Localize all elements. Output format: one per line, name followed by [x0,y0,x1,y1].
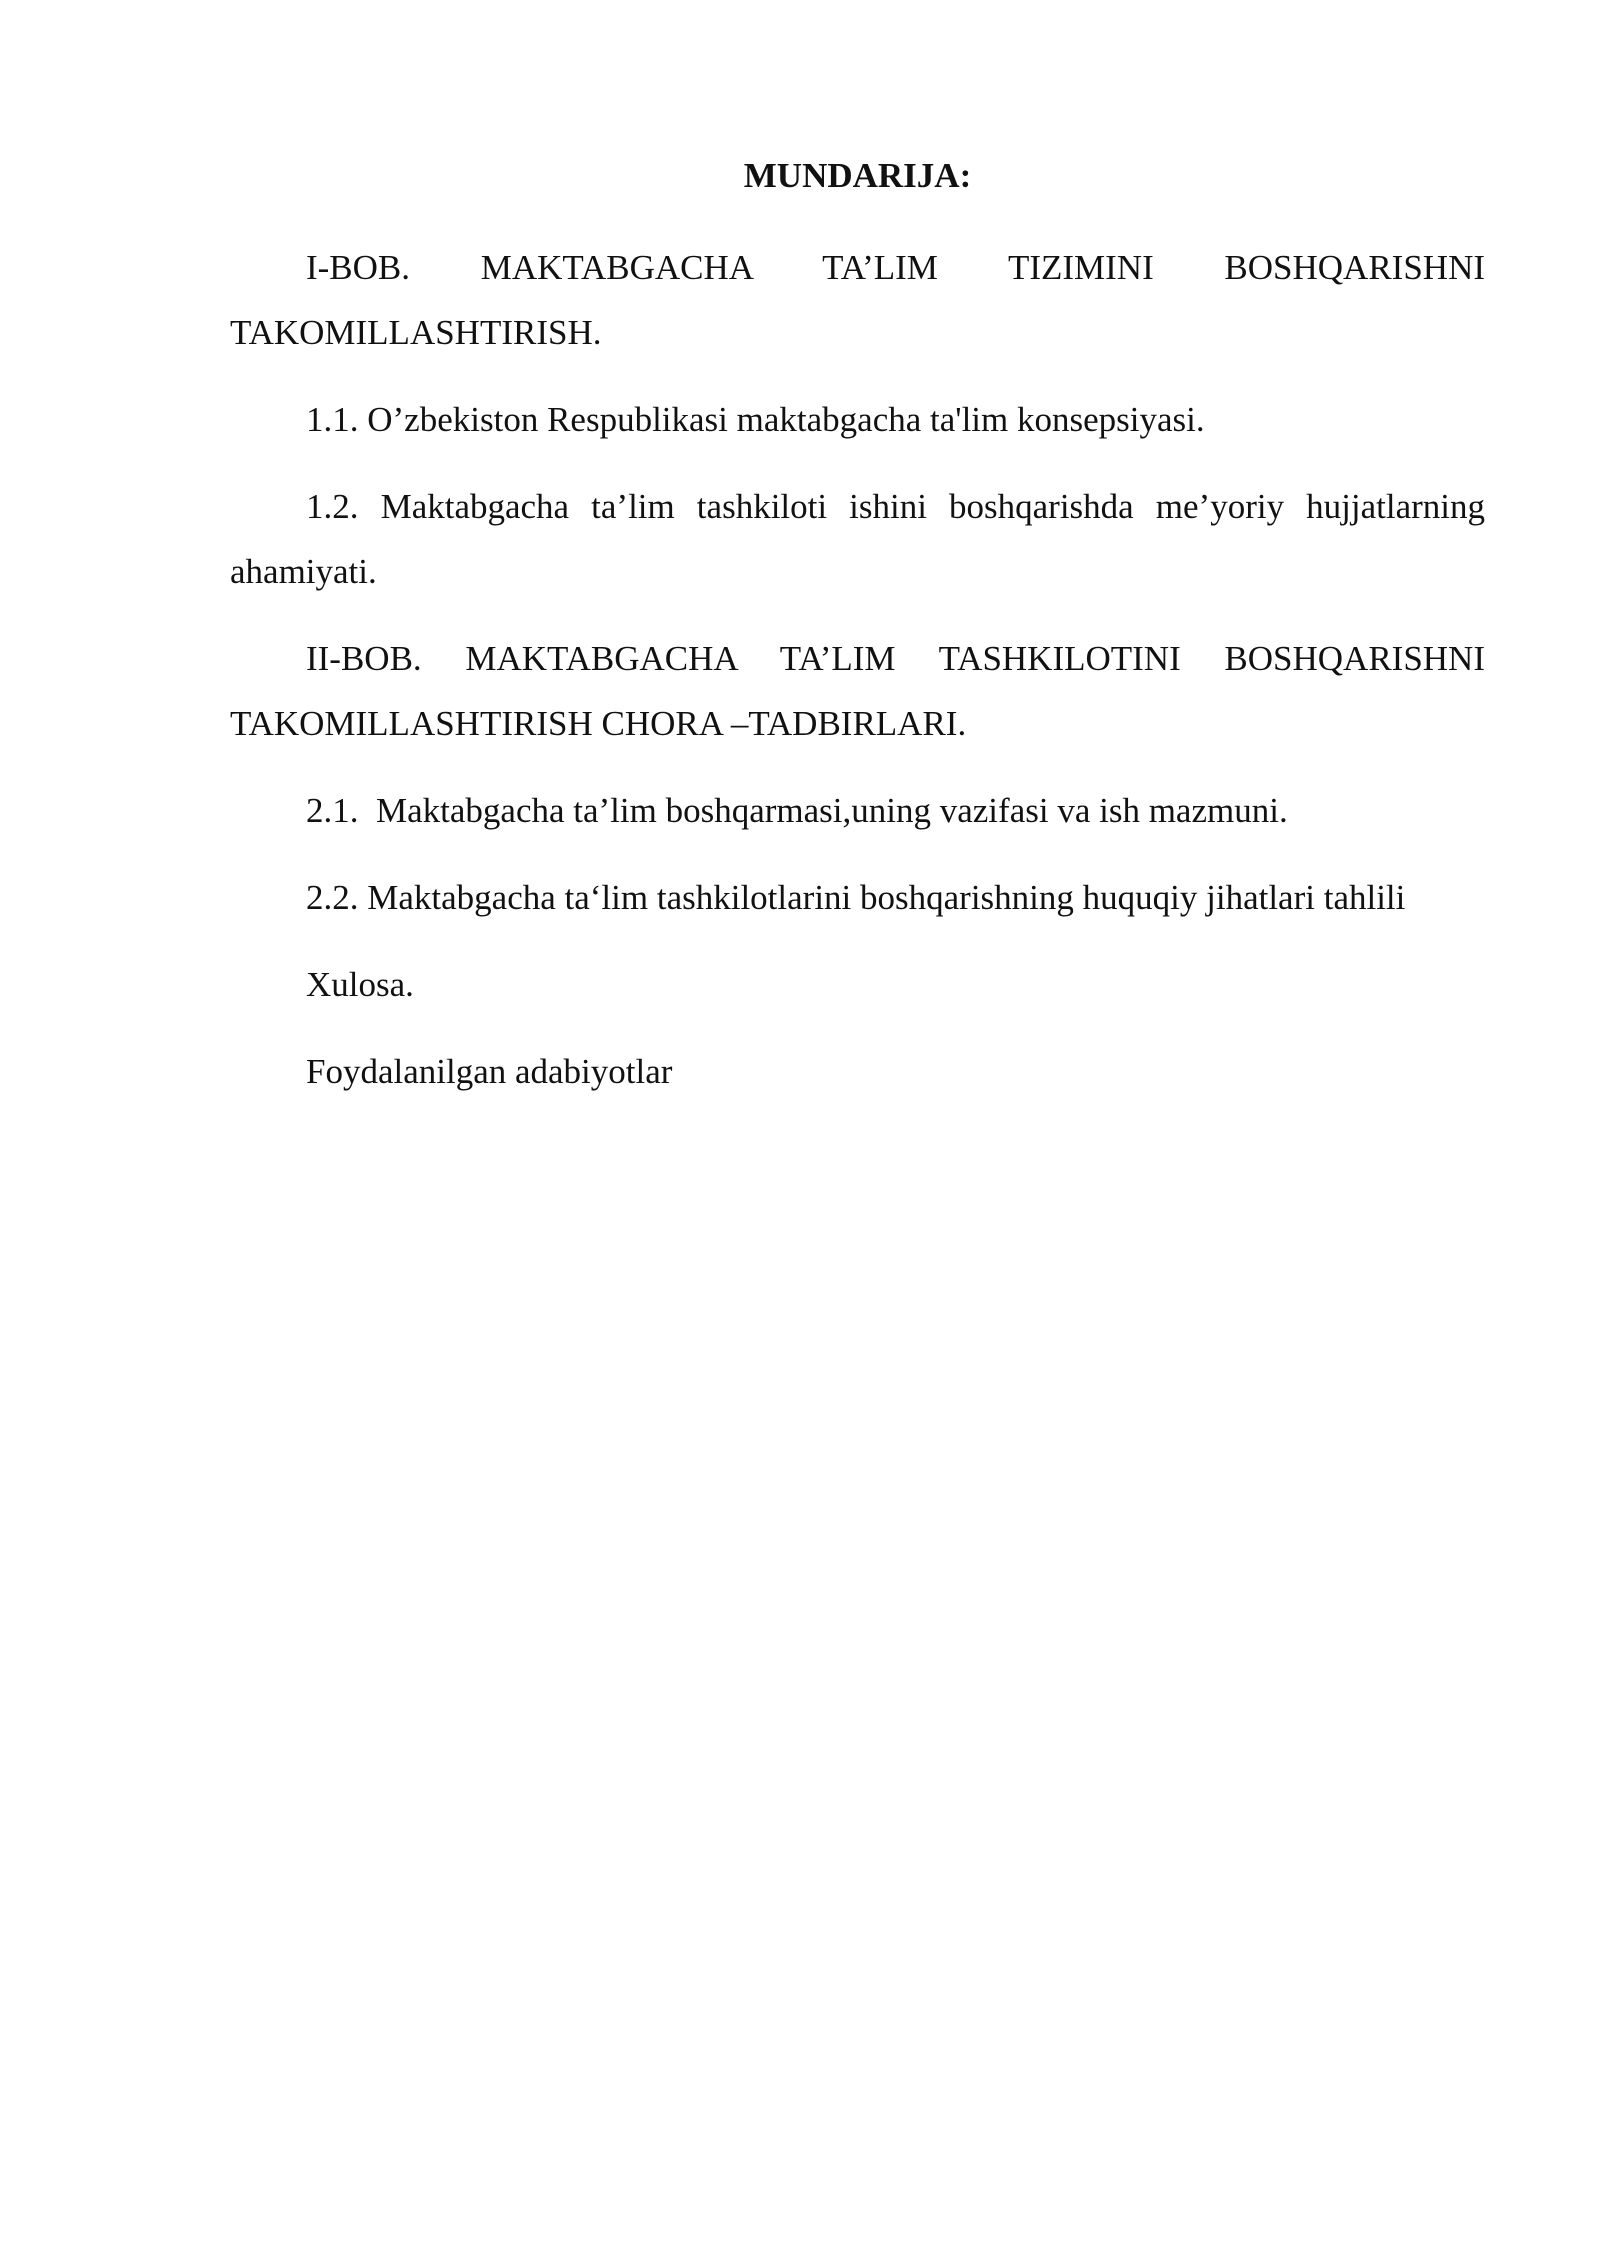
toc-section-1-2: 1.2. Maktabgacha ta’lim tashkiloti ishini boshqarishda me’yoriy hujjatlarning ahamiyati. [230,487,1485,591]
toc-section-2-2: 2.2. Maktabgacha ta‘lim tashkilotlarini boshqarishning huquqiy jihatlari tahlili [306,878,1406,917]
toc-section-2-1: 2.1. Maktabgacha ta’lim boshqarmasi,uning vazifasi va ish mazmuni. [306,791,1288,830]
toc-chapter-2: II-BOB. MAKTABGACHA TA’LIM TASHKILOTINI BOSHQARISHNI TAKOMILLASHTIRISH CHORA –TADBIRLARI. [230,639,1485,743]
toc-conclusion: Xulosa. [306,965,414,1004]
page-title: MUNDARIJA: [743,156,972,195]
toc-section-1-1: 1.1. O’zbekiston Respublikasi maktabgacha ta'lim konsepsiyasi. [306,400,1205,439]
toc-references: Foydalanilgan adabiyotlar [306,1052,673,1091]
table-of-contents [230,148,1485,1126]
toc-chapter-1: I-BOB. MAKTABGACHA TA’LIM TIZIMINI BOSHQARISHNI TAKOMILLASHTIRISH. [230,248,1485,352]
